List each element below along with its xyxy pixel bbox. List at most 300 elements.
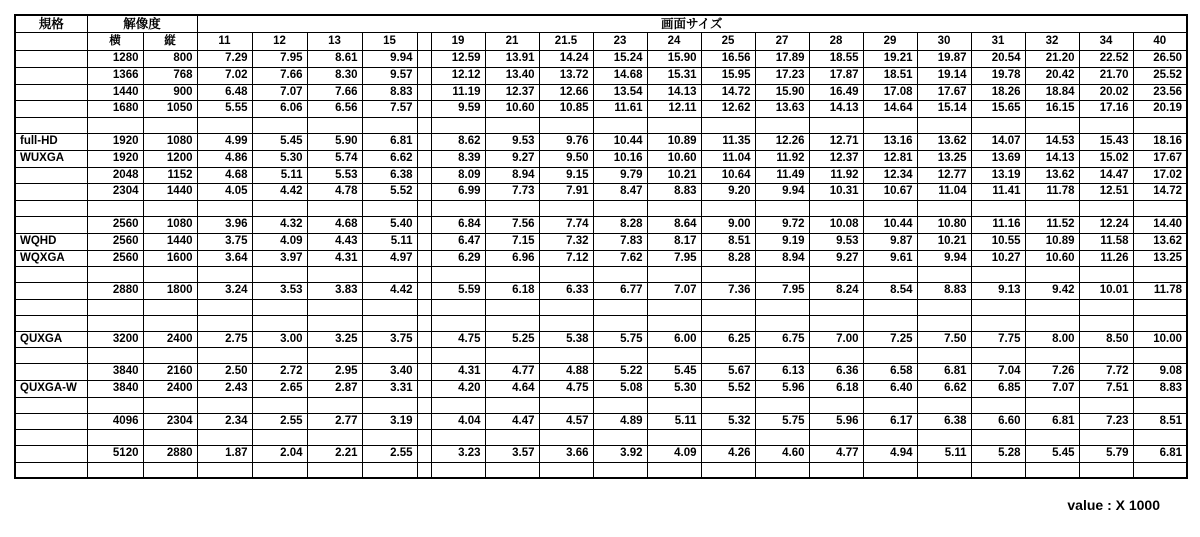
size-value-cell: 5.75 — [755, 413, 809, 430]
size-value-cell — [539, 299, 593, 315]
standard-name-cell — [15, 216, 87, 233]
size-value-cell: 7.02 — [197, 67, 252, 84]
size-value-cell: 3.19 — [362, 413, 417, 430]
size-value-cell: 10.55 — [971, 233, 1025, 250]
size-value-cell: 10.64 — [701, 167, 755, 184]
standard-name-cell: QUXGA — [15, 331, 87, 348]
size-value-cell — [701, 201, 755, 217]
size-value-cell: 6.96 — [485, 250, 539, 267]
standard-name-cell — [15, 51, 87, 68]
size-value-cell — [593, 462, 647, 478]
size-value-cell: 13.62 — [1025, 167, 1079, 184]
v-resolution-cell: 1440 — [143, 184, 197, 201]
size-value-cell — [971, 397, 1025, 413]
size-value-cell — [809, 267, 863, 283]
size-value-cell: 8.17 — [647, 233, 701, 250]
spacer-cell — [417, 348, 431, 364]
size-value-cell: 1.87 — [197, 446, 252, 463]
spacer-row — [15, 430, 1187, 446]
size-value-cell: 7.23 — [1079, 413, 1133, 430]
size-value-cell: 18.55 — [809, 51, 863, 68]
size-value-cell — [809, 315, 863, 331]
size-value-cell: 8.47 — [593, 184, 647, 201]
size-value-cell — [197, 118, 252, 134]
size-value-cell — [1025, 299, 1079, 315]
size-value-cell: 4.31 — [307, 250, 362, 267]
size-value-cell: 2.04 — [252, 446, 307, 463]
size-value-cell: 3.64 — [197, 250, 252, 267]
size-value-cell: 3.00 — [252, 331, 307, 348]
spacer-row — [15, 397, 1187, 413]
size-value-cell — [197, 315, 252, 331]
size-value-cell: 15.31 — [647, 67, 701, 84]
size-value-cell — [431, 267, 485, 283]
size-value-cell: 15.90 — [647, 51, 701, 68]
size-value-cell: 5.45 — [1025, 446, 1079, 463]
size-value-cell: 7.95 — [647, 250, 701, 267]
size-value-cell: 3.66 — [539, 446, 593, 463]
size-value-cell: 4.86 — [197, 150, 252, 167]
size-value-cell: 11.78 — [1133, 283, 1187, 300]
standard-name-cell — [15, 430, 87, 446]
size-value-cell: 8.64 — [647, 216, 701, 233]
size-value-cell — [1025, 430, 1079, 446]
size-value-cell: 5.08 — [593, 380, 647, 397]
size-value-cell: 20.54 — [971, 51, 1025, 68]
size-value-cell: 15.95 — [701, 67, 755, 84]
size-value-cell: 17.87 — [809, 67, 863, 84]
h-resolution-cell — [87, 299, 143, 315]
data-row — [15, 413, 1187, 430]
size-value-cell: 6.48 — [197, 84, 252, 101]
v-resolution-cell: 2160 — [143, 364, 197, 381]
v-resolution-cell: 2400 — [143, 331, 197, 348]
size-value-cell: 12.51 — [1079, 184, 1133, 201]
size-value-cell: 6.77 — [593, 283, 647, 300]
size-value-cell: 4.09 — [647, 446, 701, 463]
size-value-cell — [539, 348, 593, 364]
size-value-cell: 9.42 — [1025, 283, 1079, 300]
size-value-cell: 6.25 — [701, 331, 755, 348]
size-value-cell: 9.59 — [431, 101, 485, 118]
size-value-cell: 7.25 — [863, 331, 917, 348]
size-value-cell: 2.50 — [197, 364, 252, 381]
size-value-cell: 10.67 — [863, 184, 917, 201]
v-resolution-cell: 2880 — [143, 446, 197, 463]
size-value-cell — [1079, 201, 1133, 217]
size-value-cell — [593, 201, 647, 217]
standard-name-cell — [15, 299, 87, 315]
standard-name-cell — [15, 364, 87, 381]
standard-name-cell: WQHD — [15, 233, 87, 250]
size-value-cell: 14.40 — [1133, 216, 1187, 233]
standard-name-cell: full-HD — [15, 133, 87, 150]
size-value-cell — [1133, 315, 1187, 331]
size-value-cell: 9.57 — [362, 67, 417, 84]
size-value-cell — [701, 315, 755, 331]
value-scale-note: value : X 1000 — [1067, 497, 1160, 513]
size-value-cell: 4.75 — [539, 380, 593, 397]
size-value-cell: 6.18 — [809, 380, 863, 397]
size-value-cell — [1133, 348, 1187, 364]
size-value-cell — [431, 430, 485, 446]
h-resolution-cell — [87, 462, 143, 478]
size-value-cell — [1025, 267, 1079, 283]
size-value-cell: 3.97 — [252, 250, 307, 267]
size-value-cell: 8.09 — [431, 167, 485, 184]
size-value-cell: 6.00 — [647, 331, 701, 348]
size-value-cell: 18.51 — [863, 67, 917, 84]
size-value-cell: 10.08 — [809, 216, 863, 233]
spacer-cell — [417, 315, 431, 331]
size-value-cell: 7.74 — [539, 216, 593, 233]
size-value-cell: 5.22 — [593, 364, 647, 381]
size-value-cell: 7.00 — [809, 331, 863, 348]
spacer-cell — [417, 201, 431, 217]
size-value-cell: 14.72 — [701, 84, 755, 101]
size-value-cell — [647, 397, 701, 413]
size-value-cell: 5.32 — [701, 413, 755, 430]
size-value-cell — [197, 267, 252, 283]
size-value-cell: 5.90 — [307, 133, 362, 150]
size-column-header: 12 — [252, 33, 307, 51]
standard-name-cell — [15, 315, 87, 331]
v-resolution-cell: 1600 — [143, 250, 197, 267]
data-row — [15, 380, 1187, 397]
size-value-cell — [863, 462, 917, 478]
size-value-cell: 2.72 — [252, 364, 307, 381]
size-value-cell: 2.43 — [197, 380, 252, 397]
size-value-cell: 7.95 — [252, 51, 307, 68]
size-value-cell — [307, 201, 362, 217]
size-value-cell — [971, 315, 1025, 331]
size-value-cell — [647, 118, 701, 134]
size-value-cell: 17.67 — [917, 84, 971, 101]
size-value-cell: 6.13 — [755, 364, 809, 381]
size-value-cell — [539, 118, 593, 134]
size-value-cell — [307, 299, 362, 315]
standard-name-cell — [15, 413, 87, 430]
size-value-cell: 5.75 — [593, 331, 647, 348]
size-value-cell: 5.74 — [307, 150, 362, 167]
size-value-cell: 7.51 — [1079, 380, 1133, 397]
standard-name-cell — [15, 67, 87, 84]
size-value-cell: 5.79 — [1079, 446, 1133, 463]
spacer-cell — [417, 84, 431, 101]
spacer-cell — [417, 413, 431, 430]
size-value-cell — [701, 267, 755, 283]
data-row — [15, 184, 1187, 201]
resolution-group-header: 解像度 — [87, 15, 197, 33]
size-value-cell: 6.06 — [252, 101, 307, 118]
spacer-cell — [417, 299, 431, 315]
size-value-cell: 11.92 — [809, 167, 863, 184]
h-resolution-cell: 4096 — [87, 413, 143, 430]
size-value-cell — [1025, 315, 1079, 331]
size-value-cell — [485, 267, 539, 283]
size-value-cell: 8.61 — [307, 51, 362, 68]
size-value-cell — [539, 315, 593, 331]
size-value-cell — [917, 462, 971, 478]
size-value-cell: 9.00 — [701, 216, 755, 233]
size-value-cell: 5.55 — [197, 101, 252, 118]
h-resolution-cell: 2560 — [87, 250, 143, 267]
v-resolution-cell: 1200 — [143, 150, 197, 167]
size-value-cell — [485, 462, 539, 478]
size-value-cell: 6.60 — [971, 413, 1025, 430]
size-value-cell — [1079, 315, 1133, 331]
size-value-cell: 3.53 — [252, 283, 307, 300]
size-value-cell — [971, 462, 1025, 478]
size-value-cell — [539, 397, 593, 413]
size-value-cell — [863, 430, 917, 446]
size-value-cell — [701, 430, 755, 446]
size-value-cell — [307, 118, 362, 134]
size-value-cell: 13.40 — [485, 67, 539, 84]
size-value-cell: 9.19 — [755, 233, 809, 250]
standard-name-cell — [15, 283, 87, 300]
size-value-cell: 3.24 — [197, 283, 252, 300]
size-value-cell: 8.83 — [1133, 380, 1187, 397]
size-value-cell — [917, 201, 971, 217]
spacer-row — [15, 118, 1187, 134]
size-value-cell — [1025, 118, 1079, 134]
size-value-cell: 10.60 — [647, 150, 701, 167]
size-value-cell — [539, 462, 593, 478]
data-row — [15, 67, 1187, 84]
size-value-cell: 12.11 — [647, 101, 701, 118]
size-value-cell — [647, 201, 701, 217]
spacer-cell — [417, 331, 431, 348]
standard-name-cell — [15, 101, 87, 118]
standard-name-cell: WQXGA — [15, 250, 87, 267]
size-value-cell: 8.00 — [1025, 331, 1079, 348]
size-column-header: 21.5 — [539, 33, 593, 51]
size-value-cell — [1133, 462, 1187, 478]
size-value-cell: 4.05 — [197, 184, 252, 201]
size-value-cell — [197, 462, 252, 478]
size-value-cell: 22.52 — [1079, 51, 1133, 68]
size-value-cell: 10.16 — [593, 150, 647, 167]
size-value-cell: 7.26 — [1025, 364, 1079, 381]
size-value-cell: 14.13 — [1025, 150, 1079, 167]
size-value-cell: 5.28 — [971, 446, 1025, 463]
screen-size-group-header: 画面サイズ — [197, 15, 1187, 33]
size-value-cell — [1133, 299, 1187, 315]
size-value-cell: 4.26 — [701, 446, 755, 463]
size-value-cell — [1079, 397, 1133, 413]
size-value-cell — [362, 299, 417, 315]
size-value-cell: 7.15 — [485, 233, 539, 250]
size-value-cell — [1079, 430, 1133, 446]
v-resolution-cell — [143, 462, 197, 478]
size-value-cell — [431, 299, 485, 315]
size-value-cell — [362, 430, 417, 446]
size-value-cell — [431, 462, 485, 478]
size-value-cell — [701, 462, 755, 478]
size-value-cell — [755, 348, 809, 364]
standard-name-cell — [15, 267, 87, 283]
size-value-cell: 11.52 — [1025, 216, 1079, 233]
size-value-cell — [755, 397, 809, 413]
size-value-cell — [755, 299, 809, 315]
size-value-cell: 15.02 — [1079, 150, 1133, 167]
size-value-cell: 4.09 — [252, 233, 307, 250]
size-value-cell: 17.89 — [755, 51, 809, 68]
size-value-cell: 6.62 — [362, 150, 417, 167]
size-value-cell: 23.56 — [1133, 84, 1187, 101]
data-row — [15, 233, 1187, 250]
size-value-cell — [647, 299, 701, 315]
size-value-cell — [1079, 267, 1133, 283]
size-value-cell — [1025, 462, 1079, 478]
size-value-cell: 25.52 — [1133, 67, 1187, 84]
h-resolution-cell: 5120 — [87, 446, 143, 463]
size-value-cell: 10.21 — [647, 167, 701, 184]
size-value-cell — [647, 348, 701, 364]
size-value-cell — [362, 118, 417, 134]
size-value-cell: 15.65 — [971, 101, 1025, 118]
spacer-row — [15, 462, 1187, 478]
size-value-cell: 15.43 — [1079, 133, 1133, 150]
size-value-cell: 15.14 — [917, 101, 971, 118]
size-value-cell: 5.11 — [647, 413, 701, 430]
size-value-cell — [809, 462, 863, 478]
size-value-cell — [307, 430, 362, 446]
size-value-cell: 12.59 — [431, 51, 485, 68]
size-value-cell: 6.75 — [755, 331, 809, 348]
v-resolution-cell — [143, 315, 197, 331]
h-resolution-cell: 3840 — [87, 364, 143, 381]
size-value-cell — [593, 267, 647, 283]
size-value-cell: 2.21 — [307, 446, 362, 463]
size-value-cell: 13.63 — [755, 101, 809, 118]
size-column-header: 25 — [701, 33, 755, 51]
size-value-cell: 5.67 — [701, 364, 755, 381]
v-resolution-cell: 1050 — [143, 101, 197, 118]
size-value-cell: 11.49 — [755, 167, 809, 184]
size-value-cell: 6.40 — [863, 380, 917, 397]
size-value-cell — [307, 462, 362, 478]
size-value-cell: 13.25 — [917, 150, 971, 167]
size-value-cell — [971, 299, 1025, 315]
size-value-cell: 11.58 — [1079, 233, 1133, 250]
table-header-row-2 — [15, 33, 1187, 51]
standard-name-cell — [15, 167, 87, 184]
h-resolution-cell — [87, 118, 143, 134]
size-value-cell — [593, 315, 647, 331]
size-value-cell: 9.76 — [539, 133, 593, 150]
size-value-cell: 3.31 — [362, 380, 417, 397]
v-resolution-cell — [143, 118, 197, 134]
h-resolution-cell: 2560 — [87, 233, 143, 250]
standard-name-cell — [15, 118, 87, 134]
size-value-cell — [1133, 267, 1187, 283]
h-resolution-cell: 2560 — [87, 216, 143, 233]
size-value-cell: 12.62 — [701, 101, 755, 118]
size-value-cell: 3.25 — [307, 331, 362, 348]
h-resolution-cell: 1280 — [87, 51, 143, 68]
size-value-cell: 20.02 — [1079, 84, 1133, 101]
size-value-cell: 6.58 — [863, 364, 917, 381]
data-row — [15, 167, 1187, 184]
size-value-cell: 17.08 — [863, 84, 917, 101]
size-value-cell: 10.80 — [917, 216, 971, 233]
standard-name-cell: WUXGA — [15, 150, 87, 167]
size-value-cell: 7.04 — [971, 364, 1025, 381]
size-value-cell: 5.40 — [362, 216, 417, 233]
size-value-cell: 4.31 — [431, 364, 485, 381]
size-value-cell — [917, 348, 971, 364]
size-value-cell — [252, 462, 307, 478]
size-value-cell: 20.42 — [1025, 67, 1079, 84]
size-value-cell: 8.30 — [307, 67, 362, 84]
size-value-cell — [809, 397, 863, 413]
size-value-cell: 15.24 — [593, 51, 647, 68]
size-value-cell — [971, 118, 1025, 134]
size-column-header: 23 — [593, 33, 647, 51]
h-resolution-cell — [87, 267, 143, 283]
size-value-cell — [647, 315, 701, 331]
size-value-cell: 11.26 — [1079, 250, 1133, 267]
size-value-cell — [431, 201, 485, 217]
size-value-cell — [1133, 397, 1187, 413]
size-value-cell: 21.20 — [1025, 51, 1079, 68]
size-value-cell: 14.47 — [1079, 167, 1133, 184]
size-value-cell — [809, 299, 863, 315]
size-value-cell — [485, 430, 539, 446]
size-value-cell: 12.26 — [755, 133, 809, 150]
spacer-cell — [417, 250, 431, 267]
size-value-cell: 7.50 — [917, 331, 971, 348]
size-value-cell: 16.49 — [809, 84, 863, 101]
data-row — [15, 446, 1187, 463]
size-value-cell: 13.91 — [485, 51, 539, 68]
size-value-cell: 14.07 — [971, 133, 1025, 150]
size-value-cell: 7.75 — [971, 331, 1025, 348]
size-value-cell: 4.42 — [252, 184, 307, 201]
size-column-header: 15 — [362, 33, 417, 51]
size-value-cell: 9.94 — [755, 184, 809, 201]
h-resolution-cell — [87, 348, 143, 364]
size-value-cell: 17.02 — [1133, 167, 1187, 184]
spacer-row — [15, 267, 1187, 283]
size-value-cell: 13.19 — [971, 167, 1025, 184]
size-value-cell: 14.64 — [863, 101, 917, 118]
v-resolution-cell — [143, 201, 197, 217]
size-value-cell — [362, 201, 417, 217]
size-value-cell: 8.39 — [431, 150, 485, 167]
size-value-cell: 4.04 — [431, 413, 485, 430]
size-value-cell: 12.81 — [863, 150, 917, 167]
size-value-cell: 9.61 — [863, 250, 917, 267]
size-column-header: 27 — [755, 33, 809, 51]
standard-name-cell — [15, 446, 87, 463]
size-value-cell — [647, 430, 701, 446]
size-value-cell: 6.81 — [1133, 446, 1187, 463]
size-value-cell: 5.96 — [755, 380, 809, 397]
size-value-cell — [755, 267, 809, 283]
size-value-cell — [647, 462, 701, 478]
size-column-header: 19 — [431, 33, 485, 51]
size-value-cell: 5.96 — [809, 413, 863, 430]
size-value-cell: 17.16 — [1079, 101, 1133, 118]
size-column-header: 21 — [485, 33, 539, 51]
size-column-header: 34 — [1079, 33, 1133, 51]
size-value-cell — [809, 430, 863, 446]
size-value-cell — [1025, 397, 1079, 413]
size-value-cell — [863, 299, 917, 315]
